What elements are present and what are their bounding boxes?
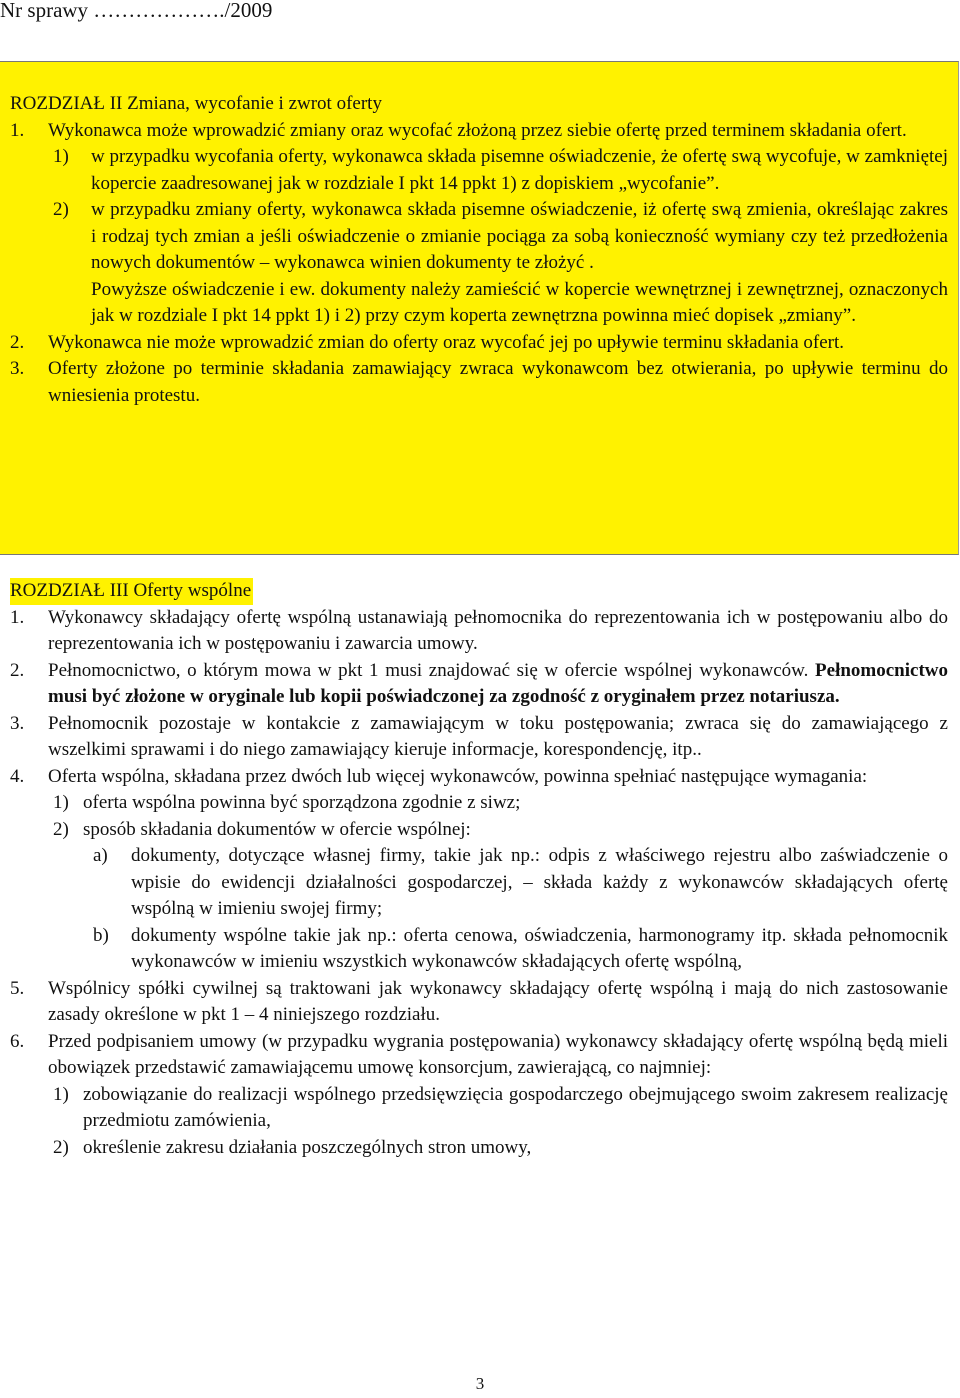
item-number: 3. [10,712,25,734]
sub-sub-item-letter: b) [93,924,109,946]
list-item [10,1029,948,1082]
sub-list-item [10,144,948,197]
sub-item-text: określenie zakresu działania poszczególnych stron umowy, [83,1136,532,1158]
item-text: Wykonawca nie może wprowadzić zmian do oferty oraz wycofać jej po upływie terminu składania ofert. [48,331,845,353]
item-text: Przed podpisaniem umowy (w przypadku wygrania postępowania) wykonawcy składający ofertę wspólną będą mieli obowiązek przedstawić zamawiającemu umowę konsorcjum, zawierającą, co najmniej: [48,1030,948,1078]
list-item [10,356,948,409]
section-3-title: ROZDZIAŁ III Oferty wspólne [10,578,253,605]
item-number: 3. [10,358,25,379]
item-number: 2. [10,331,25,353]
sub-item-text: w przypadku wycofania oferty, wykonawca składa pisemne oświadczenie, że ofertę swą wycofuje, w zamkniętej kopercie zaadresowanej jak w rozdziale I pkt 14 ppkt 1) z dopiskiem „wycofanie”. [91,146,948,194]
sub-item-number: 1) [53,1083,69,1105]
sub-list-item [10,1135,948,1162]
item-number: 6. [10,1030,25,1052]
sub-sub-list-item [10,843,948,923]
sub-list-item [10,790,948,817]
item-text: Wykonawcy składający ofertę wspólną ustanawiają pełnomocnika do reprezentowania ich w postępowaniu albo do reprezentowania ich w postępowaniu i zawarcia umowy. [48,606,948,654]
sub-sub-item-text: dokumenty wspólne takie jak np.: oferta cenowa, oświadczenia, harmonogramy itp. składa pełnomocnik wykonawców w imieniu wszystkich wykonawców składających ofertę wspólną, [131,924,948,972]
list-item [10,658,948,711]
item-number: 5. [10,977,25,999]
sub-list-item [10,1082,948,1135]
sub-sub-item-text: dokumenty, dotyczące własnej firmy, takie jak np.: odpis z właściwego rejestru albo zaświadczenie o wpisie do ewidencji działalności gospodarczej, – składa każdy z wykonawców składających ofertę wspólną w imieniu swojej firmy; [131,845,948,919]
item-text: Oferty złożone po terminie składania zamawiający zwraca wykonawcom bez otwierania, po upływie terminu do wniesienia protestu. [48,358,948,406]
sub-item-text: oferta wspólna powinna być sporządzona zgodnie z siwz; [83,792,521,813]
list-item [10,605,948,658]
item-text: Wykonawca może wprowadzić zmiany oraz wycofać złożoną przez siebie ofertę przed terminem składania ofert. [48,119,907,141]
item-text: Oferta wspólna, składana przez dwóch lub więcej wykonawców, powinna spełniać następujące wymagania: [48,765,868,787]
item-number: 1. [10,119,25,141]
item-text: Pełnomocnik pozostaje w kontakcie z zamawiającym w toku postępowania; zwraca się do zamawiającego z wszelkimi sprawami i do niego zamawiający kieruje informacje, korespondencję, itp.. [48,712,948,760]
list-item [10,976,948,1029]
list-item [10,764,948,791]
section-2 [10,91,948,409]
sub-item-number: 1) [53,792,69,813]
item-number: 4. [10,765,25,787]
sub-item-text: zobowiązanie do realizacji wspólnego przedsięwzięcia gospodarczego obejmującego swoim zakresem realizację przedmiotu zamówienia, [83,1083,948,1131]
sub-item-text: w przypadku zmiany oferty, wykonawca składa pisemne oświadczenie, iż ofertę swą zmienia, określając zakres i rodzaj tych zmian a jeśli oświadczenie o zmianie pociąga za sobą konieczność wymiany czy też przedłożenia nowych dokumentów – wykonawca winien dokumenty te złożyć . [91,199,948,273]
item-number: 2. [10,659,25,681]
page-number: 3 [475,1374,485,1393]
sub-sub-list-item [10,923,948,976]
list-item [10,711,948,764]
item-bold-text: Pełnomocnictwo musi być złożone w oryginale lub kopii poświadczonej za zgodność z oryginałem przez notariusza. [48,659,949,707]
sub-item-text: sposób składania dokumentów w ofercie wspólnej: [83,818,471,840]
sub-sub-item-letter: a) [93,845,108,866]
sub-item-number: 2) [53,1136,69,1158]
section-3 [10,578,948,1161]
item-text: Pełnomocnictwo, o którym mowa w pkt 1 musi znajdować się w ofercie wspólnej wykonawców. [48,659,809,681]
item-note: Powyższe oświadczenie i ew. dokumenty należy zamieścić w kopercie wewnętrznej i zewnętrznej, oznaczonych jak w rozdziale I pkt 14 ppkt 1) i 2) przy czym koperta zewnętrzna powinna mieć dopisek „zmiany”. [91,278,948,326]
section-2-title: ROZDZIAŁ II Zmiana, wycofanie i zwrot oferty [10,93,382,114]
sub-item-number: 2) [53,818,69,840]
list-item [10,330,948,357]
item-number: 1. [10,606,25,628]
item-text: Wspólnicy spółki cywilnej są traktowani jak wykonawcy składający ofertę wspólną i mają do nich zastosowanie zasady określone w pkt 1 – 4 niniejszego rozdziału. [48,977,948,1025]
sub-item-number: 1) [53,146,69,167]
list-item [10,118,948,145]
sub-list-item [10,197,948,277]
sub-list-item [10,817,948,844]
sub-item-number: 2) [53,199,69,220]
case-number: Nr sprawy ………………./2009 [0,0,273,22]
